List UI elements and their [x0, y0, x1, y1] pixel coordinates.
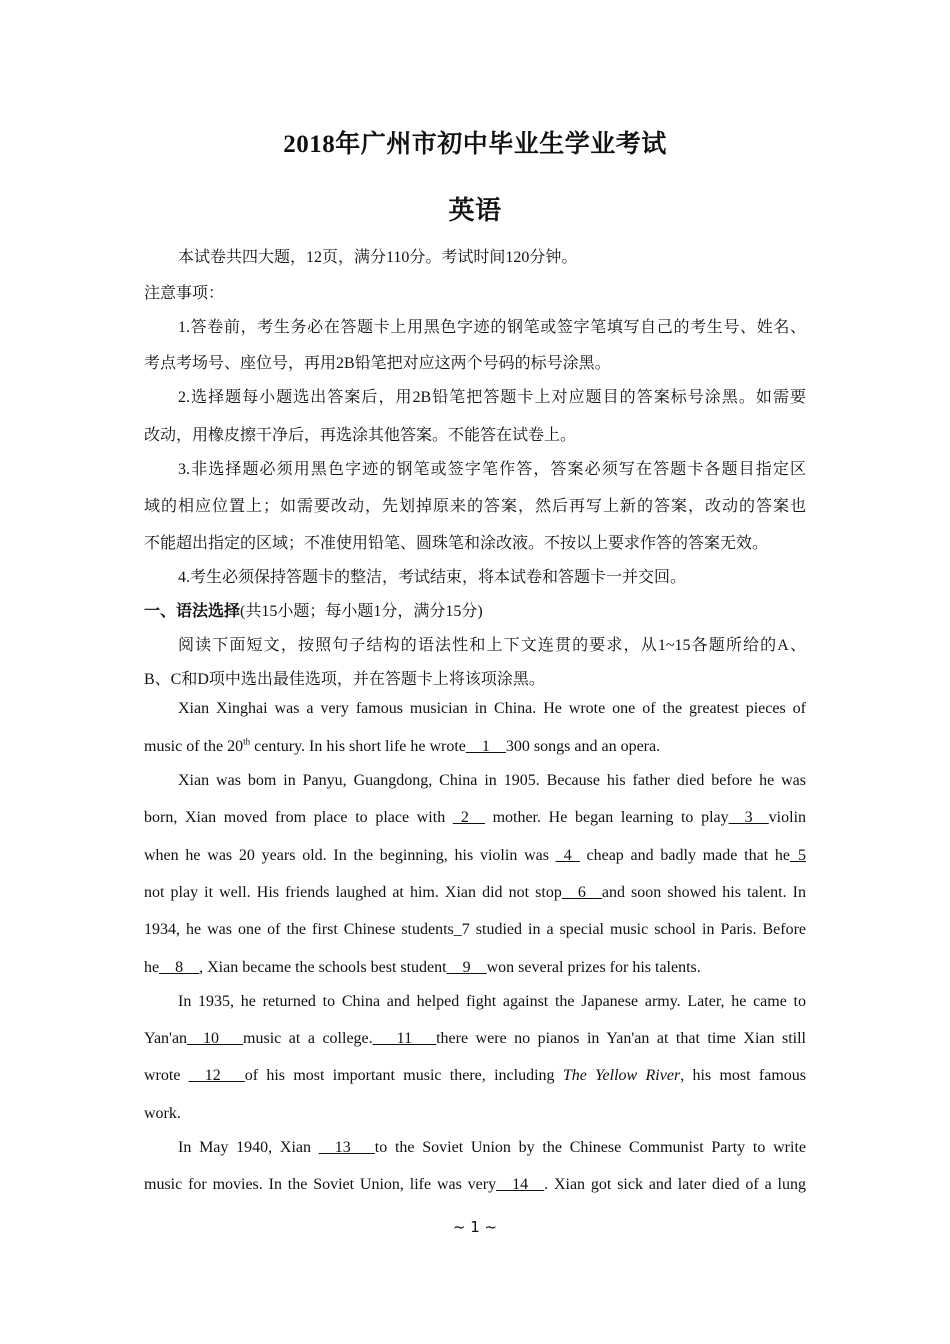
text: of his most important music there, including — [244, 1067, 563, 1084]
text: In May 1940, Xian — [178, 1139, 319, 1156]
text: when he was 20 years old. In the beginning, his violin was — [144, 847, 556, 864]
text: wrote — [144, 1067, 189, 1084]
note-line: 4.考生必须保持答题卡的整洁，考试结束，将本试卷和答题卡一并交回。 — [178, 569, 687, 586]
text: 300 songs and an opera. — [505, 738, 661, 755]
blank-11: ___11___ — [372, 1030, 437, 1047]
section-label: 一、语法选择 — [144, 603, 241, 620]
instruction-line: 阅读下面短文，按照句子结构的语法性和上下文连贯的要求，从1~15各题所给的A、 — [178, 637, 806, 654]
blank-9: __9__ — [446, 959, 487, 976]
passage-line — [144, 884, 806, 902]
notice-heading: 注意事项： — [144, 285, 225, 302]
text: to the Soviet Union by the Chinese Communist Party to write — [374, 1139, 807, 1156]
passage-line: Xian Xinghai was a very famous musician in China. He wrote one of the greatest pieces of — [178, 700, 806, 717]
exam-title: 2018年广州市初中毕业生学业考试 — [283, 131, 667, 158]
blank-13: __13___ — [318, 1139, 375, 1156]
subject-title: 英语 — [448, 196, 502, 225]
note-line: 域的相应位置上；如需要改动，先划掉原来的答案，然后再写上新的答案，改动的答案也 — [144, 498, 806, 515]
page-number: ~ 1 ~ — [452, 1218, 498, 1236]
text: music at a college. — [243, 1030, 373, 1047]
blank-14: __14__ — [496, 1176, 545, 1193]
section-info: (共15小题；每小题1分，满分15分) — [240, 603, 483, 620]
passage-line: Xian was bom in Panyu, Guangdong, China in 1905. Because his father died before he was — [178, 772, 806, 789]
blank-4: _4_ — [555, 847, 580, 864]
blank-10: __10___ — [187, 1030, 244, 1047]
text: won several prizes for his talents. — [486, 959, 701, 976]
note-line: 考点考场号、座位号，再用2B铅笔把对应这两个号码的标号涂黑。 — [144, 355, 611, 372]
passage-line — [144, 809, 806, 827]
text: , Xian became the schools best student — [199, 959, 447, 976]
passage-line — [144, 1030, 806, 1048]
text: there were no pianos in Yan'an at that time Xian still — [436, 1030, 807, 1047]
note-line: 不能超出指定的区域；不准使用铅笔、圆珠笔和涂改液。不按以上要求作答的答案无效。 — [144, 535, 769, 552]
blank-2: _2__ — [452, 809, 485, 826]
text: violin — [768, 809, 807, 826]
superscript: th — [243, 736, 251, 747]
blank-6: __6__ — [561, 884, 602, 901]
passage-line: 1934, he was one of the first Chinese students_7 studied in a special music school in Paris. Before — [144, 921, 806, 938]
text: music of the 20 — [144, 738, 244, 755]
passage-line — [144, 847, 806, 865]
blank-12: __12___ — [188, 1067, 245, 1084]
passage-line — [144, 1176, 806, 1194]
text: . Xian got sick and later died of a lung — [544, 1176, 806, 1193]
text: century. In his short life he wrote — [250, 738, 466, 755]
note-line: 改动，用橡皮擦干净后，再选涂其他答案。不能答在试卷上。 — [144, 427, 577, 444]
text: , his most famous — [680, 1067, 806, 1084]
text: he — [144, 959, 160, 976]
text: born, Xian moved from place to place with — [144, 809, 453, 826]
text: not play it well. His friends laughed at him. Xian did not stop — [144, 884, 562, 901]
passage-line — [144, 1067, 806, 1085]
note-line: 1.答卷前，考生务必在答题卡上用黑色字迹的钢笔或签字笔填写自己的考生号、姓名、 — [178, 319, 806, 336]
note-line: 3.非选择题必须用黑色字迹的钢笔或签字笔作答，答案必须写在答题卡各题目指定区 — [178, 461, 806, 478]
blank-1: __1__ — [465, 738, 506, 755]
note-line: 2.选择题每小题选出答案后，用2B铅笔把答题卡上对应题目的答案标号涂黑。如需要 — [178, 389, 806, 406]
passage-line: In 1935, he returned to China and helped fight against the Japanese army. Later, he came to — [178, 993, 806, 1010]
text: and soon showed his talent. In — [601, 884, 807, 901]
text: mother. He began learning to play — [484, 809, 729, 826]
passage-line: work. — [144, 1105, 181, 1122]
passage-line — [144, 959, 806, 977]
blank-3: __3__ — [728, 809, 769, 826]
italic-title: The Yellow River — [562, 1067, 681, 1084]
text: music for movies. In the Soviet Union, life was very — [144, 1176, 497, 1193]
text: Yan'an — [144, 1030, 188, 1047]
passage-line — [144, 1139, 806, 1157]
passage-line — [144, 738, 806, 756]
blank-8: __8__ — [159, 959, 200, 976]
instruction-line: B、C和D项中选出最佳选项，并在答题卡上将该项涂黑。 — [144, 671, 545, 688]
intro-line: 本试卷共四大题，12页，满分110分。考试时间120分钟。 — [178, 249, 578, 266]
section-heading — [144, 598, 806, 621]
text: cheap and badly made that he — [579, 847, 790, 864]
blank-5: _5 — [790, 847, 806, 864]
